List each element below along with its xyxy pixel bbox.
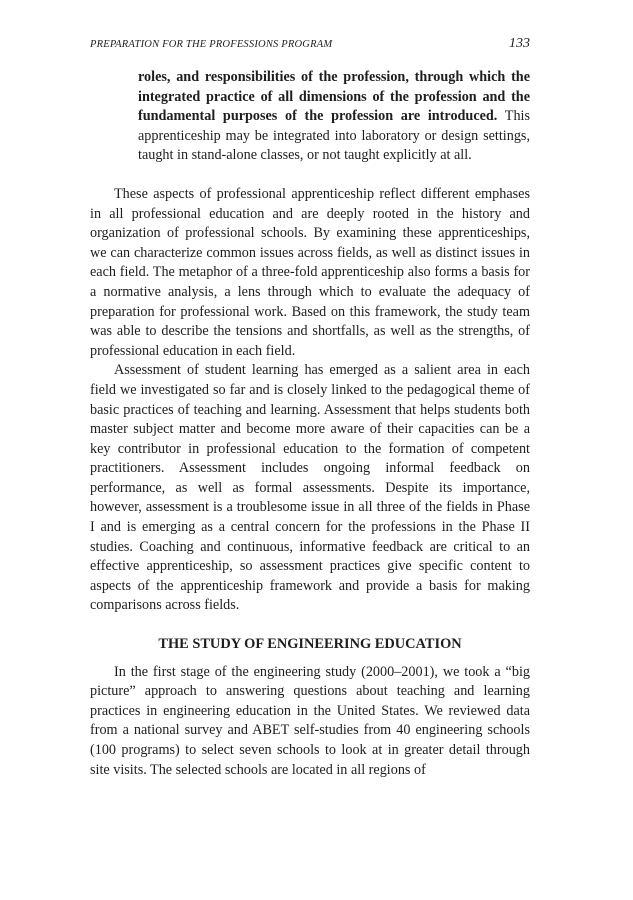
section-paragraph: In the first stage of the engineering study (2000–2001), we took a “big picture” approach to answering questions about teaching and learning practices in engineering education in the United States. We reviewed data from a national survey and ABET self-studies from 40 engineering schools (100 programs) to select seven schools to look at in greater detail through site visits. The selected schools are located in all regions of — [90, 663, 530, 778]
page-body — [90, 68, 530, 780]
block-quote — [138, 68, 530, 166]
page-header — [90, 36, 530, 56]
block-quote-regular: This apprenticeship may be integrated into laboratory or design settings, taught in stand-alone classes, or not taught explicitly at all. — [138, 108, 530, 164]
body-paragraph-1: These aspects of professional apprenticeship reflect different emphases in all professional education and are deeply rooted in the history and organization of professional schools. By examining these apprenticeships, we can characterize common issues across fields, as well as distinct issues in each field. The metaphor of a three-fold apprenticeship also forms a basis for a normative analysis, a lens through which to evaluate the adequacy of preparation for professional work. Based on this framework, the study team was able to describe the tensions and shortfalls, as well as the strengths, of professional education in each field. — [90, 185, 530, 359]
page-number: 133 — [509, 36, 530, 51]
block-quote-bold: roles, and responsibilities of the profession, through which the integrated practice of all dimensions of the profession and the fundamental purposes of the profession are introduced. — [138, 69, 530, 125]
running-head: PREPARATION FOR THE PROFESSIONS PROGRAM — [90, 39, 333, 50]
section-heading: THE STUDY OF ENGINEERING EDUCATION — [158, 636, 462, 653]
body-paragraph-2: Assessment of student learning has emerged as a salient area in each field we investigated so far and is closely linked to the pedagogical theme of basic practices of teaching and learning. Assessment that helps students both master subject matter and become more aware of their capacities can be a key contributor in professional education to the formation of competent practitioners. Assessment includes ongoing informal feedback on performance, as well as formal assessments. Despite its importance, however, assessment is a troublesome issue in all three of the fields in Phase I and is emerging as a central concern for the professions in the Phase II studies. Coaching and continuous, informative feedback are critical to an effective apprenticeship, so assessment practices give specific content to aspects of the apprenticeship framework and provide a basis for making comparisons across fields. — [90, 362, 530, 614]
